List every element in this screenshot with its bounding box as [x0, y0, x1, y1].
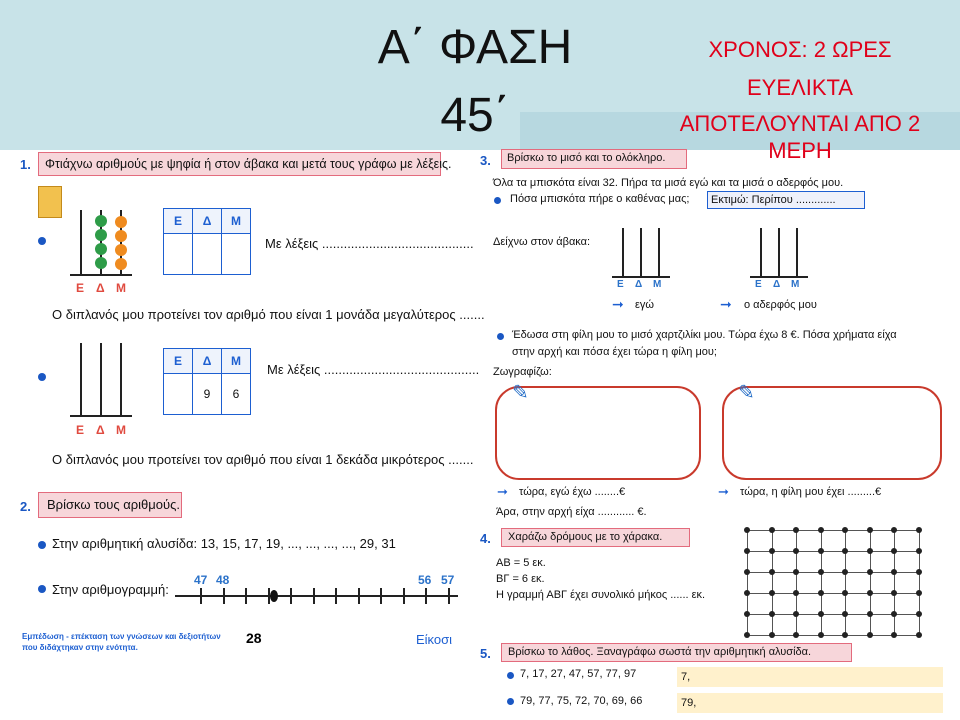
now-friend[interactable]: τώρα, η φίλη μου έχει .........€: [740, 486, 882, 498]
brush-icon: ✎: [512, 382, 529, 404]
segment-bg: ΒΓ = 6 εκ.: [496, 573, 545, 585]
time-line-3: ΑΠΟΤΕΛΟΥΝΤΑΙ ΑΠΟ 2: [679, 111, 921, 136]
grid-dot: [842, 548, 848, 554]
grid-dot: [891, 611, 897, 617]
number-line-tick: [448, 588, 450, 604]
number-line-tick: [403, 588, 405, 604]
grid-dot: [793, 548, 799, 554]
numberline-label: Στην αριθμογραμμή:: [52, 582, 169, 597]
answer-line-2[interactable]: [677, 693, 943, 713]
abacus-bead: [115, 230, 127, 242]
abacus-rod: [778, 228, 780, 276]
abacus-label-e: Ε: [755, 279, 762, 290]
ex1-number: 1.: [20, 157, 31, 172]
grid-dot: [916, 632, 922, 638]
grid-dot: [818, 590, 824, 596]
abacus-rod: [796, 228, 798, 276]
number-line-point: [270, 590, 278, 602]
grid-dot: [793, 590, 799, 596]
start-amount[interactable]: Άρα, στην αρχή είχα ............ €.: [496, 506, 647, 518]
grid-dot: [867, 569, 873, 575]
ex2-title: Βρίσκω τους αριθμούς.: [47, 497, 180, 512]
grid-dot: [818, 611, 824, 617]
answer-line-1[interactable]: [677, 667, 943, 687]
nl-number-47: 47: [194, 573, 208, 587]
number-line-tick: [223, 588, 225, 604]
grid-dot: [842, 632, 848, 638]
grid-dot: [818, 527, 824, 533]
arrow-icon: ➞: [720, 296, 732, 312]
pv-header-m: Μ: [222, 209, 251, 234]
time-info: [640, 36, 960, 164]
time-line-2: ΕΥΕΛΙΚΤΑ: [747, 75, 853, 100]
grid-dot: [818, 569, 824, 575]
estimate-text: Εκτιμώ: Περίπου .............: [711, 194, 836, 206]
grid-dot: [916, 527, 922, 533]
number-line-tick: [200, 588, 202, 604]
grid-dot: [891, 569, 897, 575]
neighbor-text-2: Ο διπλανός μου προτείνει τον αριθμό που είναι 1 δεκάδα μικρότερος .......: [52, 452, 474, 467]
grid-line: [747, 530, 748, 635]
grid-dot: [891, 527, 897, 533]
phase-line-2: 45΄: [440, 89, 510, 142]
label-me: εγώ: [635, 299, 654, 311]
abacus-bead: [95, 215, 107, 227]
nl-number-57: 57: [441, 573, 455, 587]
pv-cell-units: 6: [222, 374, 251, 415]
grid-dot: [916, 548, 922, 554]
abacus-bead: [115, 258, 127, 270]
abacus-rod: [120, 343, 122, 415]
abacus-rod: [640, 228, 642, 276]
nl-number-56: 56: [418, 573, 432, 587]
ex3-text: Όλα τα μπισκότα είναι 32. Πήρα τα μισά εγώ και τα μισά ο αδερφός μου.: [493, 177, 844, 189]
arrow-icon: ➞: [497, 484, 508, 499]
grid-dot: [916, 569, 922, 575]
draw-label: Ζωγραφίζω:: [493, 366, 552, 378]
abacus-bead: [95, 257, 107, 269]
grid-line: [870, 530, 871, 635]
ex1-title: Φτιάχνω αριθμούς με ψηφία ή στον άβακα και μετά τους γράφω με λέξεις.: [45, 157, 452, 171]
neighbor-text-1: Ο διπλανός μου προτείνει τον αριθμό που είναι 1 μονάδα μεγαλύτερος .......: [52, 307, 485, 322]
abacus-label-d: Δ: [773, 279, 781, 290]
grid-dot: [842, 611, 848, 617]
ex5-number: 5.: [480, 646, 491, 661]
number-line-tick: [290, 588, 292, 604]
grid-dot: [867, 548, 873, 554]
abacus-base: [612, 276, 670, 278]
grid-dot: [867, 632, 873, 638]
abacus-bead: [95, 243, 107, 255]
bullet: [507, 698, 514, 705]
place-value-table-2: [163, 348, 251, 415]
estimate-box[interactable]: [707, 191, 865, 209]
ex5-title: Βρίσκω το λάθος. Ξαναγράφω σωστά την αριθμητική αλυσίδα.: [508, 646, 812, 658]
words-line-1[interactable]: Με λέξεις ..........................................: [265, 236, 474, 251]
grid-dot: [793, 569, 799, 575]
grid-dot: [891, 590, 897, 596]
abacus-label-m: Μ: [791, 279, 800, 290]
grid-line: [894, 530, 895, 635]
bullet: [38, 585, 46, 593]
ex2-number: 2.: [20, 499, 31, 514]
grid-dot: [744, 527, 750, 533]
ex3-title: Βρίσκω το μισό και το ολόκληρο.: [507, 152, 666, 164]
label-brother: ο αδερφός μου: [744, 299, 817, 311]
abacus-instruction: Δείχνω στον άβακα:: [493, 236, 591, 248]
place-value-table-1: [163, 208, 251, 275]
pv-cell[interactable]: [164, 234, 193, 275]
number-line-tick: [313, 588, 315, 604]
bullet: [497, 333, 504, 340]
grid-dot: [842, 527, 848, 533]
grid-line: [919, 530, 920, 635]
abacus-base: [70, 274, 132, 276]
words-line-2[interactable]: Με λέξεις ...........................................: [267, 362, 480, 377]
grid-dot: [769, 527, 775, 533]
grid-dot: [793, 632, 799, 638]
bullet: [38, 237, 46, 245]
grid-dot: [867, 527, 873, 533]
abacus-rod: [100, 343, 102, 415]
grid-dot: [744, 590, 750, 596]
grid-dot: [891, 632, 897, 638]
abacus-bead: [115, 244, 127, 256]
number-line: [175, 595, 458, 597]
abacus-label-e: Ε: [76, 423, 85, 437]
segment-ab: ΑΒ = 5 εκ.: [496, 557, 546, 569]
pv-cell[interactable]: [164, 374, 193, 415]
ex1-title-box: [38, 152, 452, 176]
line-total[interactable]: Η γραμμή ΑΒΓ έχει συνολικό μήκος ...... εκ.: [496, 589, 706, 601]
abacus-rod: [80, 210, 82, 274]
ex4-title-box: [501, 528, 690, 547]
grid-dot: [769, 590, 775, 596]
grid-dot: [744, 632, 750, 638]
grid-dot: [793, 527, 799, 533]
pv-cell-tens: 9: [193, 374, 222, 415]
answer-2-start: 79,: [681, 697, 697, 709]
bullet: [507, 672, 514, 679]
number-line-tick: [245, 588, 247, 604]
footer-note-1: Εμπέδωση - επέκταση των γνώσεων και δεξιοτήτων: [22, 632, 221, 641]
grid-dot: [769, 569, 775, 575]
number-line-tick: [358, 588, 360, 604]
grid-dot: [916, 590, 922, 596]
grid-dot: [744, 569, 750, 575]
abacus-rod: [658, 228, 660, 276]
grid-dot: [744, 548, 750, 554]
footer-note: [22, 631, 221, 653]
abacus-base: [750, 276, 808, 278]
kids-icon: [38, 186, 62, 218]
number-sequence: Στην αριθμητική αλυσίδα: 13, 15, 17, 19, ..., ..., ..., ..., 29, 31: [52, 536, 396, 551]
ex3-title-box: [501, 149, 687, 169]
bullet: [38, 373, 46, 381]
grid-dot: [744, 611, 750, 617]
ex4-title: Χαράζω δρόμους με το χάρακα.: [508, 531, 663, 543]
abacus-label-m: Μ: [116, 281, 126, 295]
ex5-title-box: [501, 643, 852, 662]
nl-number-48: 48: [216, 573, 230, 587]
pv-header-d: Δ: [193, 209, 222, 234]
page-number: 28: [246, 630, 262, 646]
grid-dot: [818, 548, 824, 554]
grid-dot: [891, 548, 897, 554]
grid-dot: [867, 611, 873, 617]
pv-header-d: Δ: [193, 349, 222, 374]
abacus-label-m: Μ: [653, 279, 662, 290]
abacus-bead: [95, 229, 107, 241]
now-me[interactable]: τώρα, εγώ έχω ........€: [519, 486, 626, 498]
drawing-area-friend[interactable]: [722, 386, 942, 480]
pv-header-e: Ε: [164, 349, 193, 374]
answer-1-start: 7,: [681, 671, 691, 683]
arrow-icon: ➞: [612, 296, 624, 312]
grid-dot: [916, 611, 922, 617]
abacus-rod: [80, 343, 82, 415]
bullet: [38, 541, 46, 549]
pv-cell[interactable]: [222, 234, 251, 275]
sequence-2: 79, 77, 75, 72, 70, 69, 66: [520, 695, 643, 707]
ex2-title-box: [38, 492, 182, 518]
pv-cell[interactable]: [193, 234, 222, 275]
money-question-1: Έδωσα στη φίλη μου το μισό χαρτζιλίκι μου. Τώρα έχω 8 €. Πόσα χρήματα είχα: [512, 329, 897, 341]
grid-dot: [769, 632, 775, 638]
ex3-question: Πόσα μπισκότα πήρε ο καθένας μας;: [510, 193, 690, 205]
grid-line: [845, 530, 846, 635]
grid-dot: [769, 548, 775, 554]
ex4-number: 4.: [480, 531, 491, 546]
ex3-number: 3.: [480, 153, 491, 168]
phase-line-1: Α΄ ΦΑΣΗ: [377, 21, 573, 74]
arrow-icon: ➞: [718, 484, 729, 499]
abacus-label-m: Μ: [116, 423, 126, 437]
grid-dot: [867, 590, 873, 596]
grid-line: [821, 530, 822, 635]
footer-note-2: που διδάχτηκαν στην ενότητα.: [22, 643, 138, 652]
grid-dot: [842, 569, 848, 575]
grid-dot: [793, 611, 799, 617]
grid-dot: [842, 590, 848, 596]
abacus-label-d: Δ: [635, 279, 643, 290]
money-question-2: στην αρχή και πόσα έχει τώρα η φίλη μου;: [512, 346, 717, 358]
abacus-rod: [760, 228, 762, 276]
number-line-tick: [380, 588, 382, 604]
pv-header-e: Ε: [164, 209, 193, 234]
abacus-label-e: Ε: [76, 281, 85, 295]
abacus-rod: [622, 228, 624, 276]
phase-title: [350, 14, 600, 150]
number-line-tick: [335, 588, 337, 604]
abacus-base: [70, 415, 132, 417]
grid-line: [796, 530, 797, 635]
sequence-1: 7, 17, 27, 47, 57, 77, 97: [520, 668, 637, 680]
abacus-label-d: Δ: [96, 423, 105, 437]
page-word: Είκοσι: [416, 632, 453, 647]
number-line-tick: [425, 588, 427, 604]
time-line-4: ΜΕΡΗ: [768, 138, 832, 163]
grid-line: [772, 530, 773, 635]
bullet: [494, 197, 501, 204]
pv-header-m: Μ: [222, 349, 251, 374]
grid-dot: [818, 632, 824, 638]
abacus-label-d: Δ: [96, 281, 105, 295]
brush-icon: ✎: [738, 382, 755, 404]
time-line-1: ΧΡΟΝΟΣ: 2 ΩΡΕΣ: [708, 37, 892, 62]
abacus-label-e: Ε: [617, 279, 624, 290]
grid-dot: [769, 611, 775, 617]
abacus-bead: [115, 216, 127, 228]
